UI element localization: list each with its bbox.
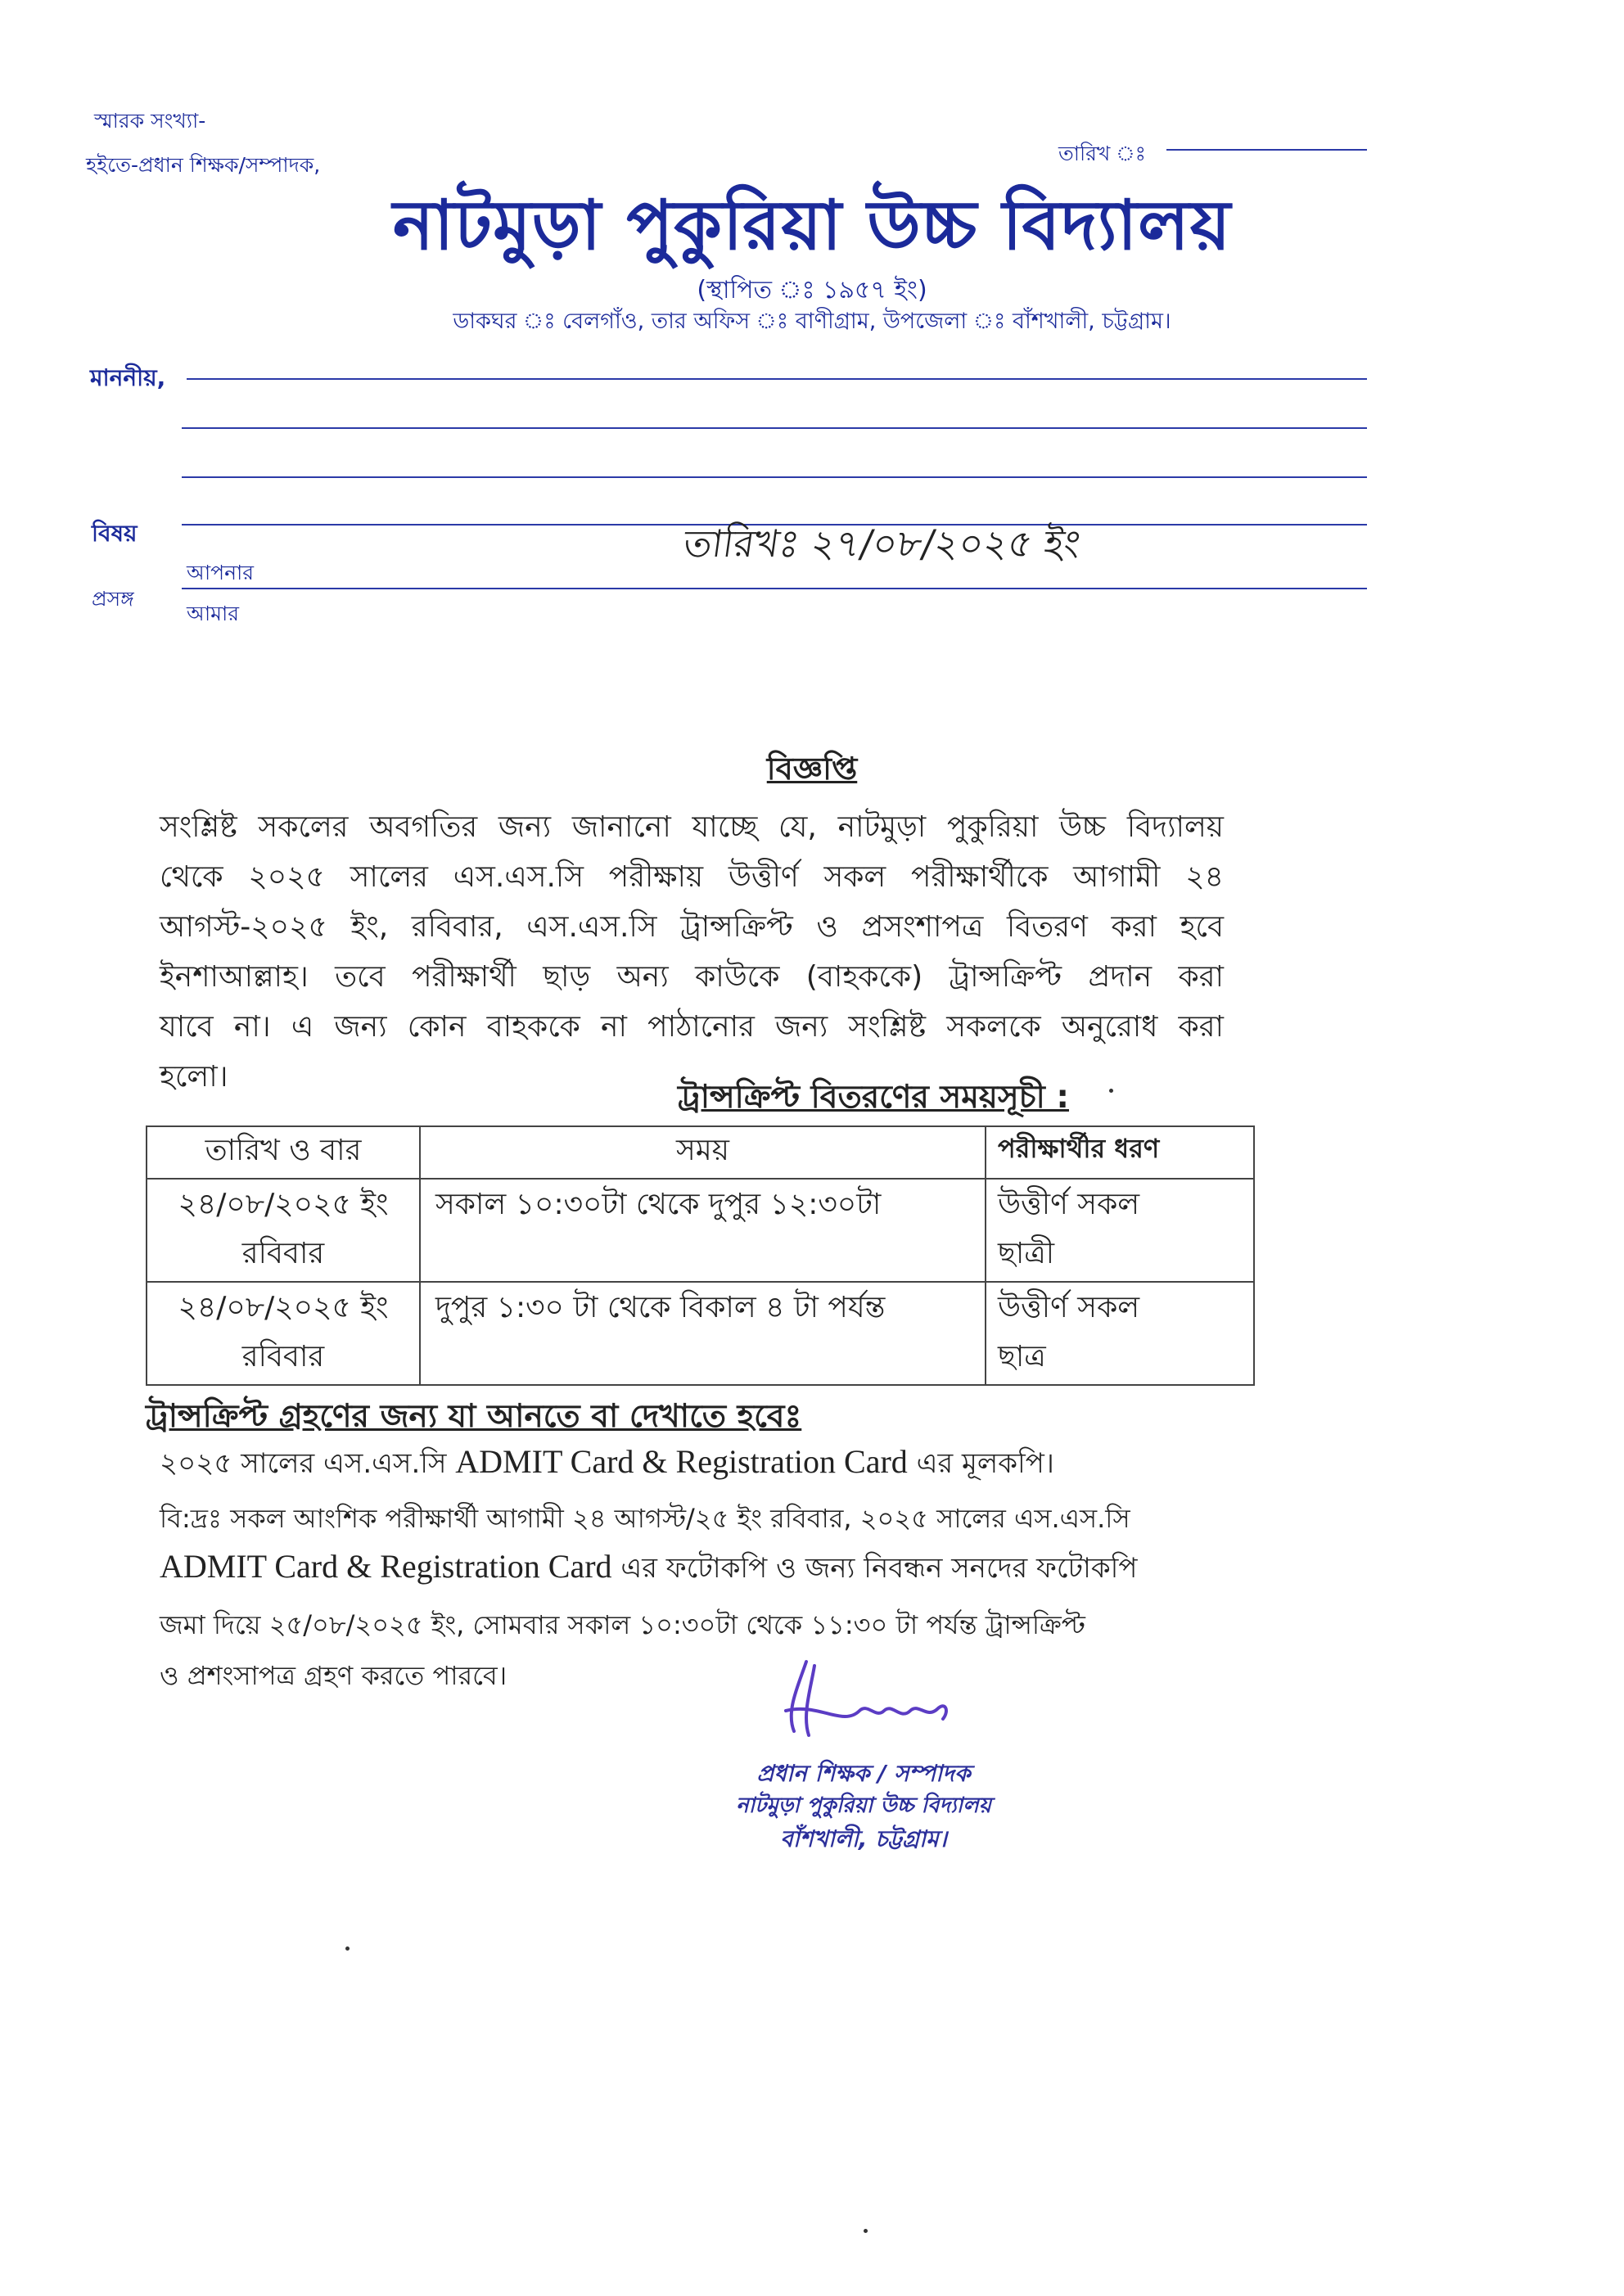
from-label: হইতে-প্রধান শিক্ষক/সম্পাদক,	[86, 153, 321, 177]
requirements-card-names: ADMIT Card & Registration Card	[455, 1443, 908, 1480]
scan-speck	[864, 2229, 868, 2233]
note-line: ও প্রশংসাপত্র গ্রহণ করতে পারবে।	[160, 1660, 508, 1691]
schedule-time: সকাল ১০:৩০টা থেকে দুপুর ১২:৩০টা	[420, 1179, 986, 1282]
scan-speck	[1109, 1089, 1113, 1093]
signatory-title: প্রধান শিক্ষক / সম্পাদক	[756, 1760, 971, 1787]
school-address: ডাকঘর ঃ বেলগাঁও, তার অফিস ঃ বাণীগ্রাম, উপজেলা ঃ বাঁশখালী, চট্টগ্রাম।	[453, 309, 1171, 334]
addressee-line-2	[182, 427, 1367, 429]
memo-number-label: স্মারক সংখ্যা-	[94, 109, 206, 133]
note-text: এর ফটোকপি ও জন্য নিবন্ধন সনদের ফটোকপি	[620, 1552, 1138, 1585]
requirements-line	[160, 1442, 1054, 1489]
note-line	[160, 1547, 1137, 1594]
schedule-candidate-cell	[986, 1282, 1254, 1385]
notice-line: হলো।	[160, 1060, 228, 1094]
schedule-date-cell	[147, 1282, 420, 1385]
addressee-line-1	[187, 378, 1367, 380]
column-header-date: তারিখ ও বার	[147, 1126, 420, 1179]
signature-mark	[769, 1653, 966, 1743]
reference-yours-label: আপনার	[187, 561, 255, 584]
notice-line: আগস্ট-২০২৫ ইং, রবিবার, এস.এস.সি ট্রান্সক্রিপ্ট ও প্রসংশাপত্র বিতরণ করা হবে	[160, 910, 1224, 944]
notice-body	[160, 802, 1224, 1102]
column-header-time: সময়	[420, 1126, 986, 1179]
schedule-candidate-gender: ছাত্রী	[998, 1237, 1055, 1270]
reference-line	[182, 588, 1367, 589]
schedule-date: ২৪/০৮/২০২৫ ইং	[178, 1188, 389, 1221]
addressee-label: মাননীয়,	[90, 364, 166, 391]
schedule-heading: ট্রান্সক্রিপ্ট বিতরণের সময়সূচী :	[678, 1079, 1069, 1116]
note-card-names: ADMIT Card & Registration Card	[160, 1548, 612, 1585]
school-name: নাটমুড়া পুকুরিয়া উচ্চ বিদ্যালয়	[392, 185, 1232, 265]
schedule-date-cell	[147, 1179, 420, 1282]
schedule-candidate-type: উত্তীর্ণ সকল	[998, 1188, 1140, 1221]
schedule-date: ২৪/০৮/২০২৫ ইং	[178, 1291, 389, 1324]
note-line: বি:দ্রঃ সকল আংশিক পরীক্ষার্থী আগামী ২৪ আগস্ট/২৫ ইং রবিবার, ২০২৫ সালের এস.এস.সি	[160, 1503, 1130, 1534]
subject-label: বিষয়	[92, 520, 138, 547]
signatory-school: নাটমুড়া পুকুরিয়া উচ্চ বিদ্যালয়	[736, 1793, 991, 1818]
notice-line: যাবে না। এ জন্য কোন বাহককে না পাঠানোর জন্য সংশ্লিষ্ট সকলকে অনুরোধ করা	[160, 1010, 1224, 1044]
notice-title: বিজ্ঞপ্তি	[766, 751, 858, 787]
schedule-candidate-gender: ছাত্র	[998, 1340, 1046, 1374]
schedule-day: রবিবার	[241, 1340, 325, 1374]
requirements-text: ২০২৫ সালের এস.এস.সি	[160, 1447, 447, 1480]
table-row	[147, 1179, 1254, 1282]
established-year: (স্থাপিত ঃ ১৯৫৭ ইং)	[697, 276, 927, 304]
schedule-day: রবিবার	[241, 1237, 325, 1270]
notice-line: ইনশাআল্লাহ। তবে পরীক্ষার্থী ছাড় অন্য কাউকে (বাহককে) ট্রান্সক্রিপ্ট প্রদান করা	[160, 960, 1224, 994]
signatory-location: বাঁশখালী, চট্টগ্রাম।	[780, 1825, 947, 1852]
column-header-candidate-type: পরীক্ষার্থীর ধরণ	[986, 1126, 1254, 1179]
requirements-text: এর মূলকপি।	[916, 1447, 1054, 1480]
note-line: জমা দিয়ে ২৫/০৮/২০২৫ ইং, সোমবার সকাল ১০:৩০টা থেকে ১১:৩০ টা পর্যন্ত ট্রান্সক্রিপ্ট	[160, 1609, 1085, 1640]
notice-line: থেকে ২০২৫ সালের এস.এস.সি পরীক্ষায় উত্তীর্ণ সকল পরীক্ষার্থীকে আগামী ২৪	[160, 860, 1224, 894]
header-date-label: তারিখ ঃ	[1058, 142, 1146, 165]
addressee-line-3	[182, 476, 1367, 478]
handwritten-date: তারিখঃ ২৭/০৮/২০২৫ ইং	[680, 521, 1084, 566]
schedule-header-row	[147, 1126, 1254, 1179]
reference-mine-label: আমার	[187, 602, 240, 625]
requirements-heading: ট্রান্সক্রিপ্ট গ্রহণের জন্য যা আনতে বা দেখাতে হবেঃ	[146, 1398, 802, 1435]
schedule-candidate-type: উত্তীর্ণ সকল	[998, 1291, 1140, 1324]
scan-speck	[345, 1946, 350, 1951]
schedule-table	[146, 1125, 1255, 1386]
schedule-time: দুপুর ১:৩০ টা থেকে বিকাল ৪ টা পর্যন্ত	[420, 1282, 986, 1385]
schedule-candidate-cell	[986, 1179, 1254, 1282]
table-row	[147, 1282, 1254, 1385]
notice-line: সংশ্লিষ্ট সকলের অবগতির জন্য জানানো যাচ্ছে যে, নাটমুড়া পুকুরিয়া উচ্চ বিদ্যালয়	[160, 810, 1224, 844]
header-date-line	[1166, 149, 1367, 151]
reference-label: প্রসঙ্গ	[92, 587, 134, 611]
